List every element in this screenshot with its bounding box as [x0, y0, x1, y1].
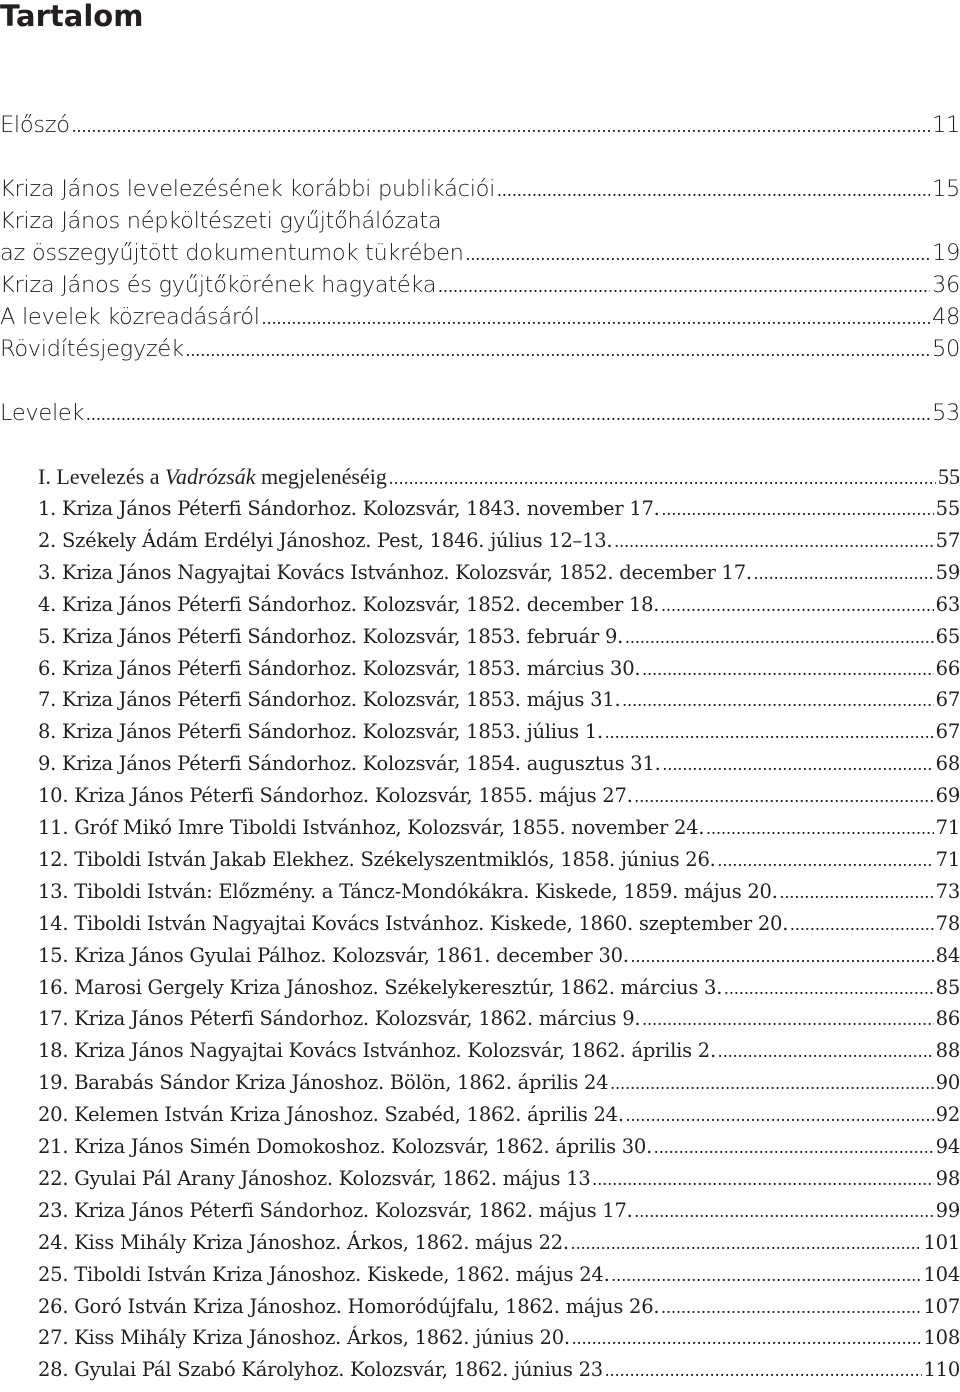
toc-entry-network-line1[interactable] — [0, 205, 960, 237]
toc-entry-label: 25. Tiboldi István Kriza Jánoshoz. Kiskede, 1862. május 24. — [38, 1262, 610, 1286]
toc-entry-page: 53 — [931, 400, 960, 426]
dot-leader — [790, 908, 934, 940]
toc-entry-label: 28. Gyulai Pál Szabó Károlyhoz. Kolozsvár, 1862. június 23 — [38, 1358, 603, 1382]
dot-leader — [497, 174, 930, 206]
toc-letter-entry[interactable] — [38, 493, 960, 525]
toc-entry-page: 11 — [931, 112, 960, 138]
toc-entry-page: 92 — [935, 1103, 960, 1127]
toc-entry-page: 78 — [935, 911, 960, 935]
toc-entry-page: 68 — [935, 752, 960, 776]
toc-entry-label: 12. Tiboldi István Jakab Elekhez. Székelyszentmiklós, 1858. június 26. — [38, 847, 716, 871]
toc-section-label — [38, 461, 387, 493]
toc-letter-entry[interactable] — [38, 1227, 960, 1259]
toc-entry-label: 2. Székely Ádám Erdélyi Jánoshoz. Pest, 1846. július 12–13. — [38, 528, 613, 552]
toc-entry-page: 107 — [923, 1294, 960, 1318]
dot-leader — [642, 653, 933, 685]
toc-entry-page: 63 — [935, 592, 960, 616]
toc-entry-page: 65 — [935, 624, 960, 648]
toc-entry-label: az összegyűjtött dokumentumok tükrében — [0, 240, 464, 266]
toc-entry-page: 104 — [923, 1262, 960, 1286]
dot-leader — [754, 557, 934, 589]
toc-entry-label: 17. Kriza János Péterfi Sándorhoz. Kolozsvár, 1862. március 9. — [38, 1007, 641, 1031]
toc-entry-page: 50 — [931, 336, 960, 362]
toc-entry-label: 10. Kriza János Péterfi Sándorhoz. Kolozsvár, 1855. május 27. — [38, 784, 633, 808]
dot-leader — [780, 876, 934, 908]
toc-entry-page: 69 — [935, 784, 960, 808]
toc-entry-page: 55 — [935, 497, 960, 520]
toc-entry-label: 24. Kiss Mihály Kriza Jánoshoz. Árkos, 1862. május 22. — [38, 1230, 569, 1254]
toc-entry-label: 8. Kriza János Péterfi Sándorhoz. Kolozsvár, 1853. július 1. — [38, 720, 603, 744]
toc-entry-page: 36 — [931, 272, 960, 298]
toc-entry-label: 4. Kriza János Péterfi Sándorhoz. Kolozsvár, 1852. december 18. — [38, 592, 660, 616]
toc-entry-letters[interactable] — [0, 397, 960, 429]
dot-leader — [86, 398, 930, 430]
dot-leader — [635, 1195, 934, 1227]
toc-entry-page: 48 — [931, 304, 960, 330]
dot-leader — [389, 462, 936, 494]
toc-entry-page: 59 — [935, 560, 960, 584]
dot-leader — [706, 812, 933, 844]
toc-entry-label: 26. Goró István Kriza Jánoshoz. Homoródújfalu, 1862. május 26. — [38, 1294, 660, 1318]
toc-entry-label: 6. Kriza János Péterfi Sándorhoz. Kolozsvár, 1853. március 30. — [38, 656, 641, 680]
page-title: Tartalom — [0, 0, 144, 33]
toc-entry-page: 71 — [935, 847, 960, 871]
toc-entry-page: 84 — [935, 943, 960, 967]
toc-entry-label: 11. Gróf Mikó Imre Tiboldi Istvánhoz, Kolozsvár, 1855. november 24. — [38, 816, 705, 839]
dot-leader — [571, 1227, 922, 1259]
toc-letter-entry[interactable] — [38, 972, 960, 1004]
toc-entry-label: 22. Gyulai Pál Arany Jánoshoz. Kolozsvár, 1862. május 13 — [38, 1166, 591, 1190]
toc-entry-page: 101 — [923, 1230, 960, 1254]
toc-entry-label: 23. Kriza János Péterfi Sándorhoz. Kolozsvár, 1862. május 17. — [38, 1198, 633, 1222]
toc-entry-abbreviations[interactable] — [0, 333, 960, 365]
toc-entry-label: Levelek — [0, 400, 85, 426]
toc-entry-label: Előszó — [0, 112, 70, 138]
toc-entry-label: 7. Kriza János Péterfi Sándorhoz. Kolozsvár, 1853. május 31. — [38, 688, 621, 712]
dot-leader — [186, 334, 930, 366]
toc-entry-label: 20. Kelemen István Kriza Jánoshoz. Szabéd, 1862. április 24. — [38, 1103, 624, 1127]
dot-leader — [718, 1035, 934, 1067]
toc-letter-entry[interactable] — [38, 1035, 960, 1067]
dot-leader — [635, 780, 934, 812]
toc-entry-label: Kriza János és gyűjtőkörének hagyatéka — [0, 272, 437, 298]
toc-entry-page: 94 — [935, 1135, 960, 1158]
dot-leader — [662, 493, 934, 525]
toc-letter-entry[interactable] — [38, 1003, 960, 1035]
toc-entry-editorial[interactable] — [0, 301, 960, 333]
dot-leader — [438, 270, 930, 302]
toc-letter-entry[interactable] — [38, 940, 960, 972]
toc-entry-page: 88 — [935, 1039, 960, 1063]
toc-letter-entry[interactable] — [38, 1131, 960, 1163]
dot-leader — [72, 110, 930, 142]
toc-entry-page: 98 — [935, 1166, 960, 1190]
dot-leader — [614, 525, 933, 557]
dot-leader — [572, 1322, 922, 1354]
section-italic-title: Vadrózsák — [165, 464, 256, 489]
toc-entry-page: 90 — [935, 1071, 960, 1095]
dot-leader — [631, 940, 934, 972]
toc-entry-label: 13. Tiboldi István: Előzmény. a Táncz-Mondókákra. Kiskede, 1859. május 20. — [38, 879, 778, 903]
toc-letter-entry[interactable] — [38, 1163, 960, 1195]
dot-leader — [605, 716, 934, 748]
dot-leader — [466, 238, 930, 270]
toc-entry-page: 15 — [931, 176, 960, 202]
toc-entry-foreword[interactable] — [0, 109, 960, 141]
toc-entry-page: 85 — [935, 975, 960, 999]
dot-leader — [612, 1259, 922, 1291]
toc-entry-page: 108 — [923, 1326, 960, 1350]
toc-entry-label: 1. Kriza János Péterfi Sándorhoz. Kolozsvár, 1843. november 17. — [38, 497, 660, 520]
dot-leader — [626, 1099, 934, 1131]
toc-entry-page: 71 — [935, 816, 960, 839]
toc-letter-entry[interactable] — [38, 1354, 960, 1386]
toc-letter-entry[interactable] — [38, 812, 960, 844]
toc-letter-entry[interactable] — [38, 525, 960, 557]
toc-entry-page: 67 — [935, 688, 960, 712]
toc-letter-entry[interactable] — [38, 621, 960, 653]
toc-entry-label: 16. Marosi Gergely Kriza Jánoshoz. Székelykeresztúr, 1862. március 3. — [38, 975, 723, 999]
toc-entry-label: 27. Kiss Mihály Kriza Jánoshoz. Árkos, 1862. június 20. — [38, 1326, 570, 1350]
dot-leader — [654, 1131, 934, 1163]
toc-letter-entry[interactable] — [38, 716, 960, 748]
toc-entry-page: 86 — [935, 1007, 960, 1031]
toc-entry-page: 99 — [935, 1198, 960, 1222]
toc-section-heading[interactable] — [38, 461, 960, 493]
toc-letter-entry[interactable] — [38, 748, 960, 780]
toc-entry-label: 19. Barabás Sándor Kriza Jánoshoz. Bölön, 1862. április 24 — [38, 1071, 609, 1095]
dot-leader — [663, 748, 934, 780]
toc-entry-label: 3. Kriza János Nagyajtai Kovács Istvánhoz. Kolozsvár, 1852. december 17. — [38, 560, 752, 584]
toc-entry-label: Kriza János levelezésének korábbi publikációi — [0, 176, 496, 202]
toc-letter-entry[interactable] — [38, 557, 960, 589]
dot-leader — [642, 1003, 933, 1035]
toc-entry-network-line2[interactable] — [0, 237, 960, 269]
toc-letter-entry[interactable] — [38, 780, 960, 812]
toc-letter-entry[interactable] — [38, 908, 960, 940]
toc-entry-legacy[interactable] — [0, 269, 960, 301]
dot-leader — [262, 302, 930, 334]
dot-leader — [605, 1354, 922, 1386]
toc-letter-entry[interactable] — [38, 1322, 960, 1354]
toc-entry-label: Kriza János népköltészeti gyűjtőhálózata — [0, 208, 442, 234]
section-suffix: megjelenéséig — [255, 464, 387, 489]
dot-leader — [724, 972, 934, 1004]
section-prefix: I. Levelezés a — [38, 464, 166, 489]
toc-entry-label: 9. Kriza János Péterfi Sándorhoz. Kolozsvár, 1854. augusztus 31. — [38, 752, 661, 776]
dot-leader — [593, 1163, 934, 1195]
dot-leader — [718, 844, 934, 876]
toc-entry-label: 14. Tiboldi István Nagyajtai Kovács Istvánhoz. Kiskede, 1860. szeptember 20. — [38, 911, 789, 935]
toc-letter-entry[interactable] — [38, 1259, 960, 1291]
toc-entry-page: 57 — [935, 528, 960, 552]
toc-letter-entry[interactable] — [38, 1291, 960, 1323]
toc-letter-entry[interactable] — [38, 589, 960, 621]
toc-letter-entry[interactable] — [38, 1067, 960, 1099]
toc-letter-entry[interactable] — [38, 1099, 960, 1131]
toc-letter-entry[interactable] — [38, 844, 960, 876]
toc-entry-page: 73 — [935, 879, 960, 903]
toc-entry-page: 19 — [931, 240, 960, 266]
toc-entry-publications[interactable] — [0, 173, 960, 205]
toc-entry-label: A levelek közreadásáról — [0, 304, 260, 330]
toc-entry-label: Rövidítésjegyzék — [0, 336, 184, 362]
dot-leader — [622, 684, 933, 716]
toc-entry-page: 67 — [935, 720, 960, 744]
dot-leader — [661, 1291, 921, 1323]
dot-leader — [625, 621, 934, 653]
dot-leader — [610, 1067, 933, 1099]
toc-entry-page: 66 — [935, 656, 960, 680]
toc-entry-label: 18. Kriza János Nagyajtai Kovács Istvánhoz. Kolozsvár, 1862. április 2. — [38, 1039, 716, 1063]
toc-entry-page: 110 — [923, 1358, 960, 1382]
toc-letter-entry[interactable] — [38, 1195, 960, 1227]
toc-entry-label: 5. Kriza János Péterfi Sándorhoz. Kolozsvár, 1853. február 9. — [38, 624, 624, 648]
dot-leader — [661, 589, 933, 621]
toc-letter-entry[interactable] — [38, 684, 960, 716]
toc-letter-entry[interactable] — [38, 653, 960, 685]
toc-entry-label: 15. Kriza János Gyulai Pálhoz. Kolozsvár, 1861. december 30. — [38, 943, 629, 967]
toc-entry-label: 21. Kriza János Simén Domokoshoz. Kolozsvár, 1862. április 30. — [38, 1135, 653, 1158]
toc-entry-page: 55 — [938, 464, 960, 489]
toc-letter-entry[interactable] — [38, 876, 960, 908]
